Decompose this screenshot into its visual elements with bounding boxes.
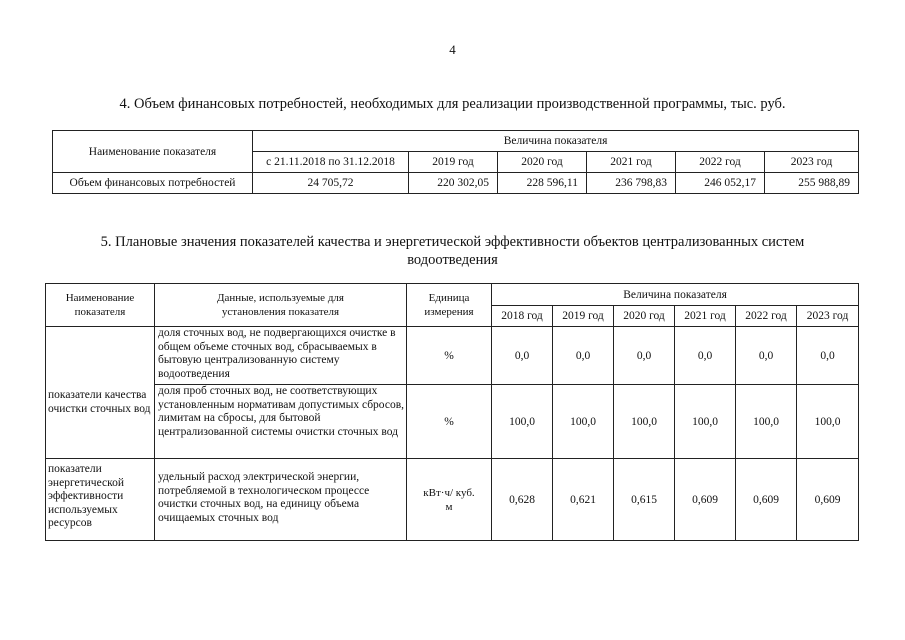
value-cell: 0,609 — [797, 459, 859, 541]
header-name: Наименование показателя — [46, 284, 155, 327]
value-cell: 0,615 — [614, 459, 675, 541]
value-cell: 24 705,72 — [253, 173, 409, 194]
value-cell: 100,0 — [553, 385, 614, 459]
table-row — [46, 385, 859, 459]
year-header: 2022 год — [736, 306, 797, 327]
year-header: 2018 год — [492, 306, 553, 327]
value-cell: 0,609 — [736, 459, 797, 541]
column-header: 2021 год — [587, 152, 676, 173]
table-row — [53, 173, 859, 194]
column-header: 2020 год — [498, 152, 587, 173]
value-cell: 236 798,83 — [587, 173, 676, 194]
quality-indicators-table — [45, 283, 859, 541]
year-header: 2020 год — [614, 306, 675, 327]
value-cell: 0,0 — [492, 327, 553, 385]
table-row — [46, 327, 859, 385]
financial-needs-table — [52, 130, 859, 194]
section-4-title: 4. Объем финансовых потребностей, необходимых для реализации производственной программы, тыс. руб. — [119, 96, 786, 112]
header-name: Наименование показателя — [53, 131, 253, 173]
row-name: Объем финансовых потребностей — [53, 173, 253, 194]
year-header: 2019 год — [553, 306, 614, 327]
unit-cell: % — [407, 327, 492, 385]
year-header: 2021 год — [675, 306, 736, 327]
data-description: доля сточных вод, не подвергающихся очистке в общем объеме сточных вод, сбрасываемых в бытовую централизованную систему водоотведения — [155, 327, 407, 385]
header-data: Данные, используемые для установления показателя — [155, 284, 407, 327]
data-description: удельный расход электрической энергии, потребляемой в технологическом процессе очистки сточных вод, на единицу объема очищаемых сточных вод — [155, 459, 407, 541]
column-header: 2019 год — [409, 152, 498, 173]
value-cell: 100,0 — [736, 385, 797, 459]
section-5-title-line2: водоотведения — [407, 252, 498, 268]
value-cell: 0,0 — [675, 327, 736, 385]
value-cell: 100,0 — [675, 385, 736, 459]
header-unit: Единица измерения — [407, 284, 492, 327]
value-cell: 0,621 — [553, 459, 614, 541]
value-cell: 228 596,11 — [498, 173, 587, 194]
header-value: Величина показателя — [253, 131, 859, 152]
value-cell: 0,0 — [736, 327, 797, 385]
column-header: с 21.11.2018 по 31.12.2018 — [253, 152, 409, 173]
value-cell: 100,0 — [797, 385, 859, 459]
value-cell: 0,609 — [675, 459, 736, 541]
value-cell: 220 302,05 — [409, 173, 498, 194]
year-header: 2023 год — [797, 306, 859, 327]
group-energy: показатели энергетической эффективности используемых ресурсов — [46, 459, 155, 541]
column-header: 2023 год — [765, 152, 859, 173]
value-cell: 0,628 — [492, 459, 553, 541]
header-value: Величина показателя — [492, 284, 859, 306]
section-5-title-line1: 5. Плановые значения показателей качества и энергетической эффективности объектов централизованных систем — [100, 234, 805, 250]
unit-cell: % — [407, 385, 492, 459]
table-row — [46, 459, 859, 541]
page-number: 4 — [449, 42, 456, 57]
data-description: доля проб сточных вод, не соответствующих установленным нормативам допустимых сбросов, лимитам на сбросы, для бытовой централизованной системы очистки сточных вод — [155, 385, 407, 459]
column-header: 2022 год — [676, 152, 765, 173]
section-5-title — [60, 233, 845, 269]
value-cell: 246 052,17 — [676, 173, 765, 194]
value-cell: 0,0 — [797, 327, 859, 385]
unit-cell: кВт·ч/ куб. м — [407, 459, 492, 541]
value-cell: 0,0 — [553, 327, 614, 385]
value-cell: 0,0 — [614, 327, 675, 385]
value-cell: 100,0 — [614, 385, 675, 459]
value-cell: 255 988,89 — [765, 173, 859, 194]
value-cell: 100,0 — [492, 385, 553, 459]
group-quality: показатели качества очистки сточных вод — [46, 327, 155, 459]
